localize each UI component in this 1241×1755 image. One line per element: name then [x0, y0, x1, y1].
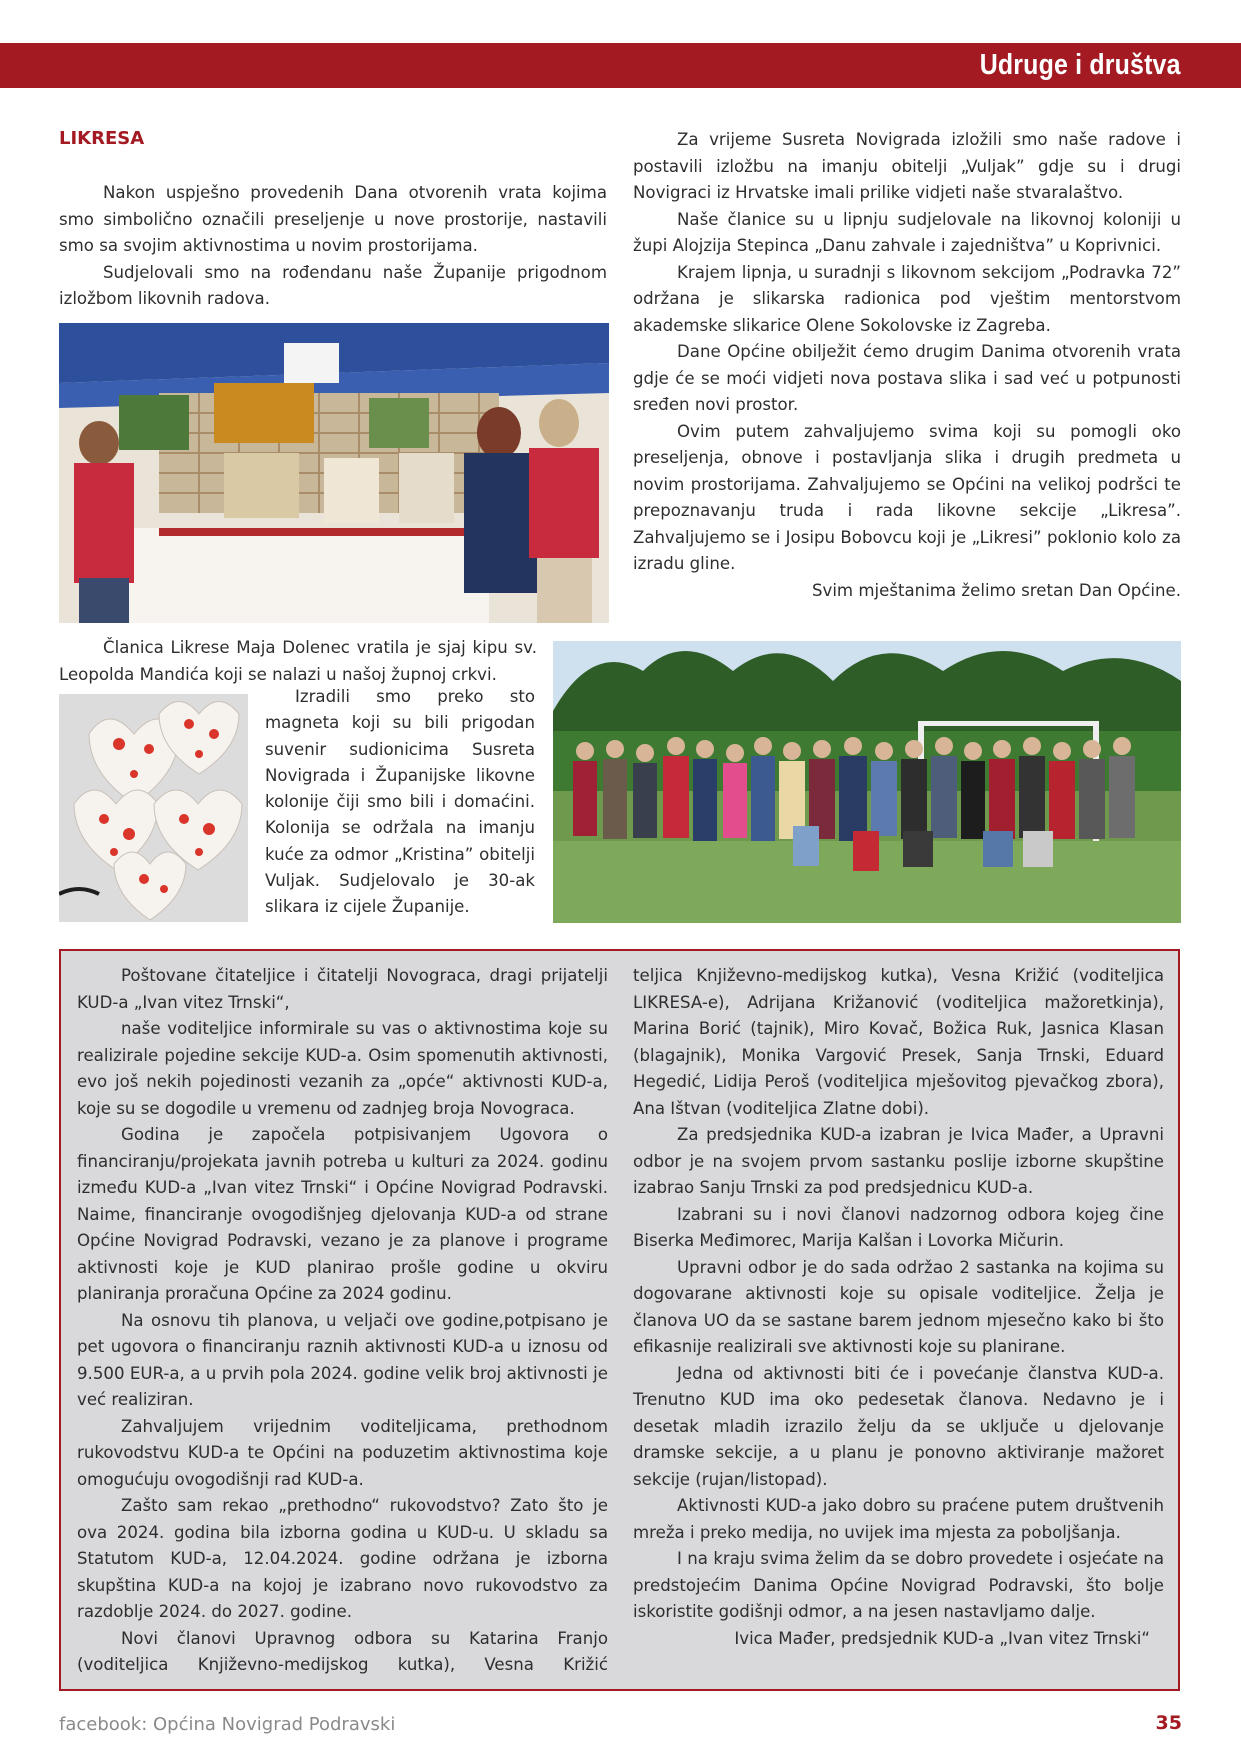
article-heading: LIKRESA — [59, 128, 145, 149]
article-paragraph: Krajem lipnja, u suradnji s likovnom sekcijom „Podravka 72” održana je slikarska radionica pod vještim mentorstvom akademske slikarice Olene Sokolovske iz Zagreba. — [633, 262, 1181, 335]
article-paragraph: Dane Općine obilježit ćemo drugim Danima otvorenih vrata gdje će se moći vidjeti nova postava slika i sad već u potpunosti sređen novi prostor. — [633, 342, 1181, 414]
page-number: 35 — [1155, 1712, 1182, 1734]
letter-signature: Ivica Mađer, predsjednik KUD-a „Ivan vitez Trnski“ — [734, 1628, 1150, 1648]
article-paragraph: Sudjelovali smo na rođendanu naše Županije prigodnom izložbom likovnih radova. — [59, 262, 607, 308]
letter-paragraph: Zahvaljujem vrijednim voditeljicama, prethodnom rukovodstvu KUD-a te Općini na poduzetim aktivnostima koje omogućuju ovogodišnji rad KUD-a. — [77, 1416, 608, 1489]
article-paragraph: Naše članice su u lipnju sudjelovale na likovnoj koloniji u župi Alojzija Stepinca „Danu zahvale i zajedništva” u Koprivnici. — [633, 209, 1181, 255]
letter-paragraph: Godina je započela potpisivanjem Ugovora o financiranju/projekata javnih potreba u kulturi za 2024. godinu između KUD-a „Ivan vitez Trnski“ i Općine Novigrad Podravski. Naime, financiranje ovogodišnjeg djelovanja KUD-a od strane Općine Novigrad Podravski, vezano je za planove i programe aktivnosti koje je KUD planirao prošle godine u okviru planiranja proračuna Općine za 2024 godinu. — [77, 1125, 608, 1303]
letter-paragraph-continued: teljica Književno-medijskog kutka), Vesna Križić (voditeljica LIKRESA-e), Adrijana Križanović (voditeljica mažoretkinja), Marina Borić (tajnik), Miro Kovač, Božica Ruk, Jasnica Klasan (blagajnik), Monika Vargović Presek, Sanja Trnski, Eduard Hegedić, Lidija Peroš (voditeljica mješovitog pjevačkog zbora), Ana Ištvan (voditeljica Zlatne dobi). — [633, 966, 1164, 1118]
letter-right-column — [633, 963, 1164, 1652]
closing-line: Svim mještanima želimo sretan Dan Općine. — [811, 580, 1181, 600]
letter-paragraph: Izabrani su i novi članovi nadzornog odbora kojeg čine Biserka Međimorec, Marija Kalšan i Lovorka Mičurin. — [633, 1204, 1164, 1250]
statue-caption — [59, 635, 537, 688]
letter-paragraph: naše voditeljice informirale su vas o aktivnostima koje su realizirale pojedine sekcije KUD-a. Osim spomenutih aktivnosti, evo još nekih pojedinosti vezanih za „opće“ aktivnosti KUD-a, koje su se dogodile u vremenu od zadnjeg broja Novograca. — [77, 1019, 608, 1118]
article-paragraph: Za vrijeme Susreta Novigrada izložili smo naše radove i postavili izložbu na imanju obitelji „Vuljak” gdje su i drugi Novigraci iz Hrvatske imali prilike vidjeti naše stvaralaštvo. — [633, 130, 1181, 202]
article-right-column — [633, 127, 1181, 604]
letter-paragraph: I na kraju svima želim da se dobro provedete i osjećate na predstojećim Danima Općine Novigrad Podravski, što bolje iskoristite godišnji odmor, a na jesen nastavljamo dalje. — [633, 1549, 1164, 1621]
section-title: Udruge i društva — [980, 49, 1181, 81]
letter-paragraph: Jedna od aktivnosti biti će i povećanje članstva KUD-a. Trenutno KUD ima oko pedesetak članova. Nedavno je i desetak mladih izrazilo želju da se uključe u djelovanje dramske sekcije, a u planu je ponovno aktiviranje mažoret sekcije (rujan/listopad). — [633, 1363, 1164, 1489]
letter-paragraph: Novi članovi Upravnog odbora su Katarina Franjo (voditeljica Književno-medijskog kutka), Vesna Križić — [77, 1628, 608, 1674]
magnets-text — [265, 684, 535, 921]
article-paragraph: Članica Likrese Maja Dolenec vratila je sjaj kipu sv. Leopolda Mandića koji se nalazi u našoj župnoj crkvi. — [59, 638, 537, 684]
article-paragraph: Izradili smo preko sto magneta koji su bili prigodan suvenir sudionicima Susreta Novigrada i Županijske likovne kolonije čiji smo bili i domaćini. Kolonija se održala na imanju kuće za odmor „Kristina” obitelji Vuljak. Sudjelovalo je 30-ak slikara iz cijele Županije. — [265, 687, 535, 917]
letter-paragraph: Zašto sam rekao „prethodno“ rukovodstvo? Zato što je ova 2024. godina bila izborna godina u KUD-u. U skladu sa Statutom KUD-a, 12.04.2024. godine održana je izborna skupština KUD-a na kojoj je izabrano novo rukovodstvo za razdoblje 2024. do 2027. godine. — [77, 1496, 608, 1621]
exhibition-photo — [59, 323, 609, 623]
letter-paragraph: Za predsjednika KUD-a izabran je Ivica Mađer, a Upravni odbor je na svojem prvom sastanku poslije izborne skupštine izabrao Sanju Trnski za pod predsjednicu KUD-a. — [633, 1125, 1164, 1197]
letter-paragraph: Na osnovu tih planova, u veljači ove godine,potpisano je pet ugovora o financiranju raznih aktivnosti KUD-a u iznosu od 9.500 EUR-a, a u prvih pola 2024. godine velik broj aktivnosti je već realiziran. — [77, 1310, 608, 1409]
article-intro — [59, 180, 607, 313]
letter-paragraph: Aktivnosti KUD-a jako dobro su praćene putem društvenih mreža i preko medija, no uvijek ima mjesta za poboljšanja. — [633, 1496, 1164, 1542]
article-paragraph: Ovim putem zahvaljujemo svima koji su pomogli oko preseljenja, obnove i postavljanja slika i drugih predmeta u novim prostorijama. Zahvaljujemo se Općini na velikoj podršci te prepoznavanju truda i rada likovne sekcije „Likresa”. Zahvaljujemo se i Josipu Bobovcu koji je „Likresi” poklonio kolo za izradu gline. — [633, 421, 1181, 573]
group-photo — [553, 641, 1181, 923]
magnets-photo — [59, 694, 248, 922]
letter-paragraph: Poštovane čitateljice i čitatelji Novograca, dragi prijatelji KUD-a „Ivan vitez Trnski“, — [77, 966, 608, 1012]
letter-left-column — [77, 963, 608, 1679]
article-paragraph: Nakon uspješno provedenih Dana otvorenih vrata kojima smo simbolično označili preseljenje u nove prostorije, nastavili smo sa svojim aktivnostima u novim prostorijama. — [59, 183, 607, 255]
footer-source: facebook: Općina Novigrad Podravski — [59, 1714, 396, 1735]
letter-paragraph: Upravni odbor je do sada održao 2 sastanka na kojima su dogovarane aktivnosti koje su opisale voditeljice. Želja je članova UO da se sastane barem jednom mjesečno kako bi što efikasnije realizirali sve aktivnosti koje su planirane. — [633, 1257, 1164, 1356]
